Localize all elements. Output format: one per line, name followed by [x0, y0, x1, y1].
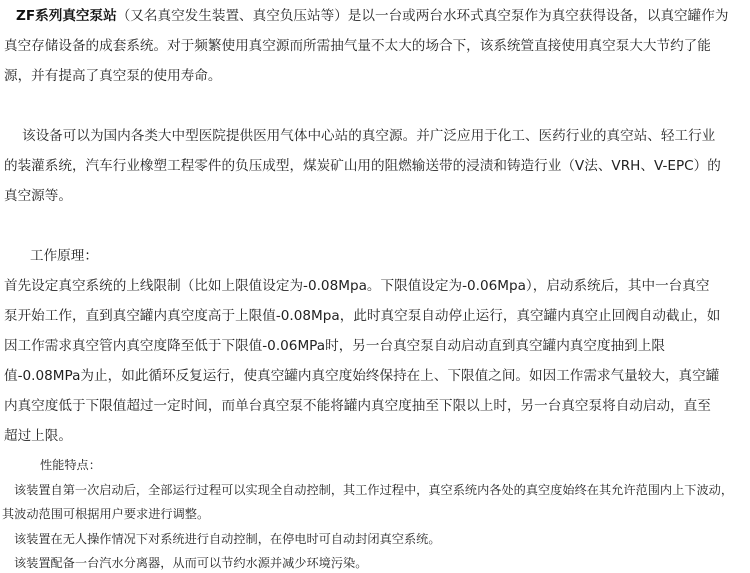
principle-line: 内真空度低于下限值超过一定时间，而单台真空泵不能将罐内真空度抽至下限以上时，另一台真空泵将自动启动，直至	[4, 398, 711, 414]
paragraph2-line2: 的装灌系统，汽车行业橡塑工程零件的负压成型，煤炭矿山用的阻燃输送带的浸渍和铸造行业（V法、VRH、V-EPC）的	[4, 158, 721, 174]
principle-line: 首先设定真空系统的上线限制（比如上限值设定为-0.08Mpa。下限值设定为-0.06Mpa），启动系统后，其中一台真空	[4, 278, 710, 294]
principle-line: 因工作需求真空管内真空度降至低于下限值-0.06MPa时，另一台真空泵自动启动直到真空罐内真空度抽到上限	[4, 338, 665, 354]
feature-line: 该装置在无人操作情况下对系统进行自动控制，在停电时可自动封闭真空系统。	[14, 532, 441, 546]
principle-heading: 工作原理：	[30, 248, 98, 264]
feature-line: 该装置自第一次启动后，全部运行过程可以实现全自动控制，其工作过程中，真空系统内各处的真空度始终在其允许范围内上下波动，	[14, 483, 734, 497]
principle-line: 泵开始工作，直到真空罐内真空度高于上限值-0.08Mpa，此时真空泵自动停止运行，真空罐内真空止回阀自动截止，如	[4, 308, 721, 324]
feature-line: 该装置配备一台汽水分离器，从而可以节约水源并减少环境污染。	[14, 556, 368, 570]
principle-line: 超过上限。	[4, 428, 72, 444]
paragraph1-line3: 源，并有提高了真空泵的使用寿命。	[4, 68, 222, 84]
paragraph1-line2: 真空存储设备的成套系统。对于频繁使用真空源而所需抽气量不太大的场合下，该系统箮直接使用真空泵大大节约了能	[4, 38, 711, 54]
product-title: ZF系列真空泵站	[16, 8, 117, 24]
paragraph2-line1: 该设备可以为国内各类大中型医院提供医用气体中心站的真空源。并广泛应用于化工、医药行业的真空站、轻工行业	[22, 128, 716, 144]
paragraph1-line1	[16, 6, 728, 26]
paragraph1-line1-text: （又名真空发生装置、真空负压站等）是以一台或两台水环式真空泵作为真空获得设备，以真空罐作为	[116, 8, 729, 24]
features-heading: 性能特点：	[40, 458, 101, 472]
feature-line: 其波动范围可根据用户要求进行调整。	[2, 507, 210, 521]
principle-line: 值-0.08MPa为止，如此循环反复运行，使真空罐内真空度始终保持在上、下限值之间。如因工作需求气量较大，真空罐	[4, 368, 720, 384]
paragraph2-line3: 真空源等。	[4, 188, 72, 204]
